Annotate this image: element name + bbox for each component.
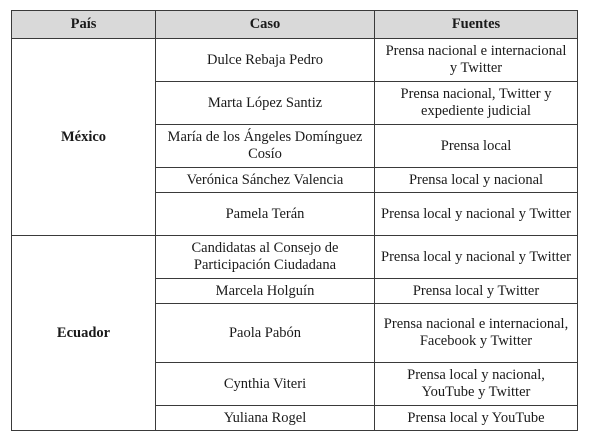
caso-cell: Paola Pabón: [156, 304, 375, 363]
caso-cell: Dulce Rebaja Pedro: [156, 39, 375, 82]
table-row: [12, 236, 578, 279]
caso-cell: Cynthia Viteri: [156, 363, 375, 406]
country-cell-mexico: México: [12, 39, 156, 236]
table-row: [12, 39, 578, 82]
fuentes-cell: Prensa local y nacional y Twitter: [375, 236, 578, 279]
caso-cell: Yuliana Rogel: [156, 406, 375, 431]
caso-cell: María de los Ángeles Domínguez Cosío: [156, 125, 375, 168]
header-caso: Caso: [156, 11, 375, 39]
fuentes-cell: Prensa nacional e internacional, Facebook y Twitter: [375, 304, 578, 363]
fuentes-cell: Prensa local: [375, 125, 578, 168]
caso-cell: Verónica Sánchez Valencia: [156, 168, 375, 193]
caso-cell: Marta López Santiz: [156, 82, 375, 125]
fuentes-cell: Prensa nacional e internacional y Twitter: [375, 39, 578, 82]
fuentes-cell: Prensa local y nacional, YouTube y Twitter: [375, 363, 578, 406]
header-row: [12, 11, 578, 39]
header-pais: País: [12, 11, 156, 39]
caso-cell: Pamela Terán: [156, 193, 375, 236]
country-cell-ecuador: Ecuador: [12, 236, 156, 431]
fuentes-cell: Prensa local y nacional y Twitter: [375, 193, 578, 236]
fuentes-cell: Prensa local y nacional: [375, 168, 578, 193]
caso-cell: Candidatas al Consejo de Participación Ciudadana: [156, 236, 375, 279]
header-fuentes: Fuentes: [375, 11, 578, 39]
fuentes-cell: Prensa local y YouTube: [375, 406, 578, 431]
fuentes-cell: Prensa local y Twitter: [375, 279, 578, 304]
cases-table: [11, 10, 578, 431]
fuentes-cell: Prensa nacional, Twitter y expediente judicial: [375, 82, 578, 125]
caso-cell: Marcela Holguín: [156, 279, 375, 304]
